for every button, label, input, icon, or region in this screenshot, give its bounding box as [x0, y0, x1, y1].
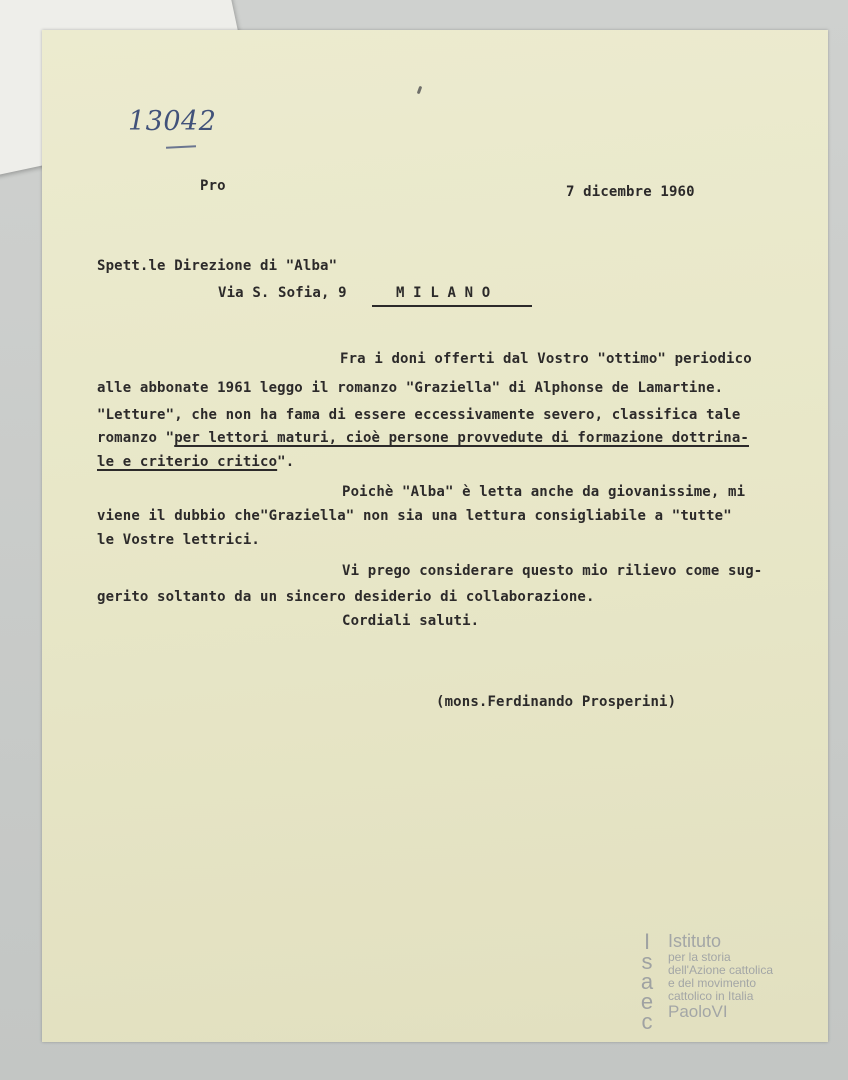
closing-line: Cordiali saluti. [342, 613, 480, 629]
body-p1-line3: "Letture", che non ha fama di essere eccessivamente severo, classifica tale [97, 407, 741, 423]
body-p3-line2: gerito soltanto da un sincero desiderio di collaborazione. [97, 589, 595, 605]
watermark-letters: I s a e c [640, 929, 654, 1034]
city-underline [372, 305, 532, 307]
header-left: Pro [200, 178, 226, 194]
recipient-city: M I L A N O [396, 285, 491, 301]
letter-date: 7 dicembre 1960 [566, 184, 695, 200]
body-p1-line5-underlined: le e criterio critico [97, 454, 278, 470]
archive-watermark-logo [628, 929, 788, 1036]
body-p1-line2: alle abbonate 1961 leggo il romanzo "Graziella" di Alphonse de Lamartine. [97, 380, 724, 396]
body-p1-line4 [97, 430, 749, 446]
recipient-street: Via S. Sofia, 9 [218, 285, 347, 301]
body-p2-line1: Poichè "Alba" è letta anche da giovanissime, mi [342, 484, 746, 500]
archive-number: 13042 [128, 106, 217, 137]
body-p3-line1: Vi prego considerare questo mio rilievo come sug- [342, 563, 763, 579]
body-p1-line4-prefix: romanzo " [97, 430, 175, 446]
body-p2-line2: viene il dubbio che"Graziella" non sia una lettura consigliabile a "tutte" [97, 508, 732, 524]
watermark-text: Istituto per la storia dell'Azione cattolica e del movimento cattolico in Italia PaoloVI [668, 931, 774, 1021]
body-p1-line5-suffix: ". [277, 454, 295, 470]
signature: (mons.Ferdinando Prosperini) [436, 694, 677, 710]
body-p1-line1: Fra i doni offerti dal Vostro "ottimo" periodico [340, 351, 752, 367]
body-p2-line3: le Vostre lettrici. [97, 532, 260, 548]
body-p1-line4-underlined: per lettori maturi, cioè persone provvedute di formazione dottrina- [174, 430, 749, 446]
recipient-line: Spett.le Direzione di "Alba" [97, 258, 338, 274]
body-p1-line5 [97, 454, 294, 470]
